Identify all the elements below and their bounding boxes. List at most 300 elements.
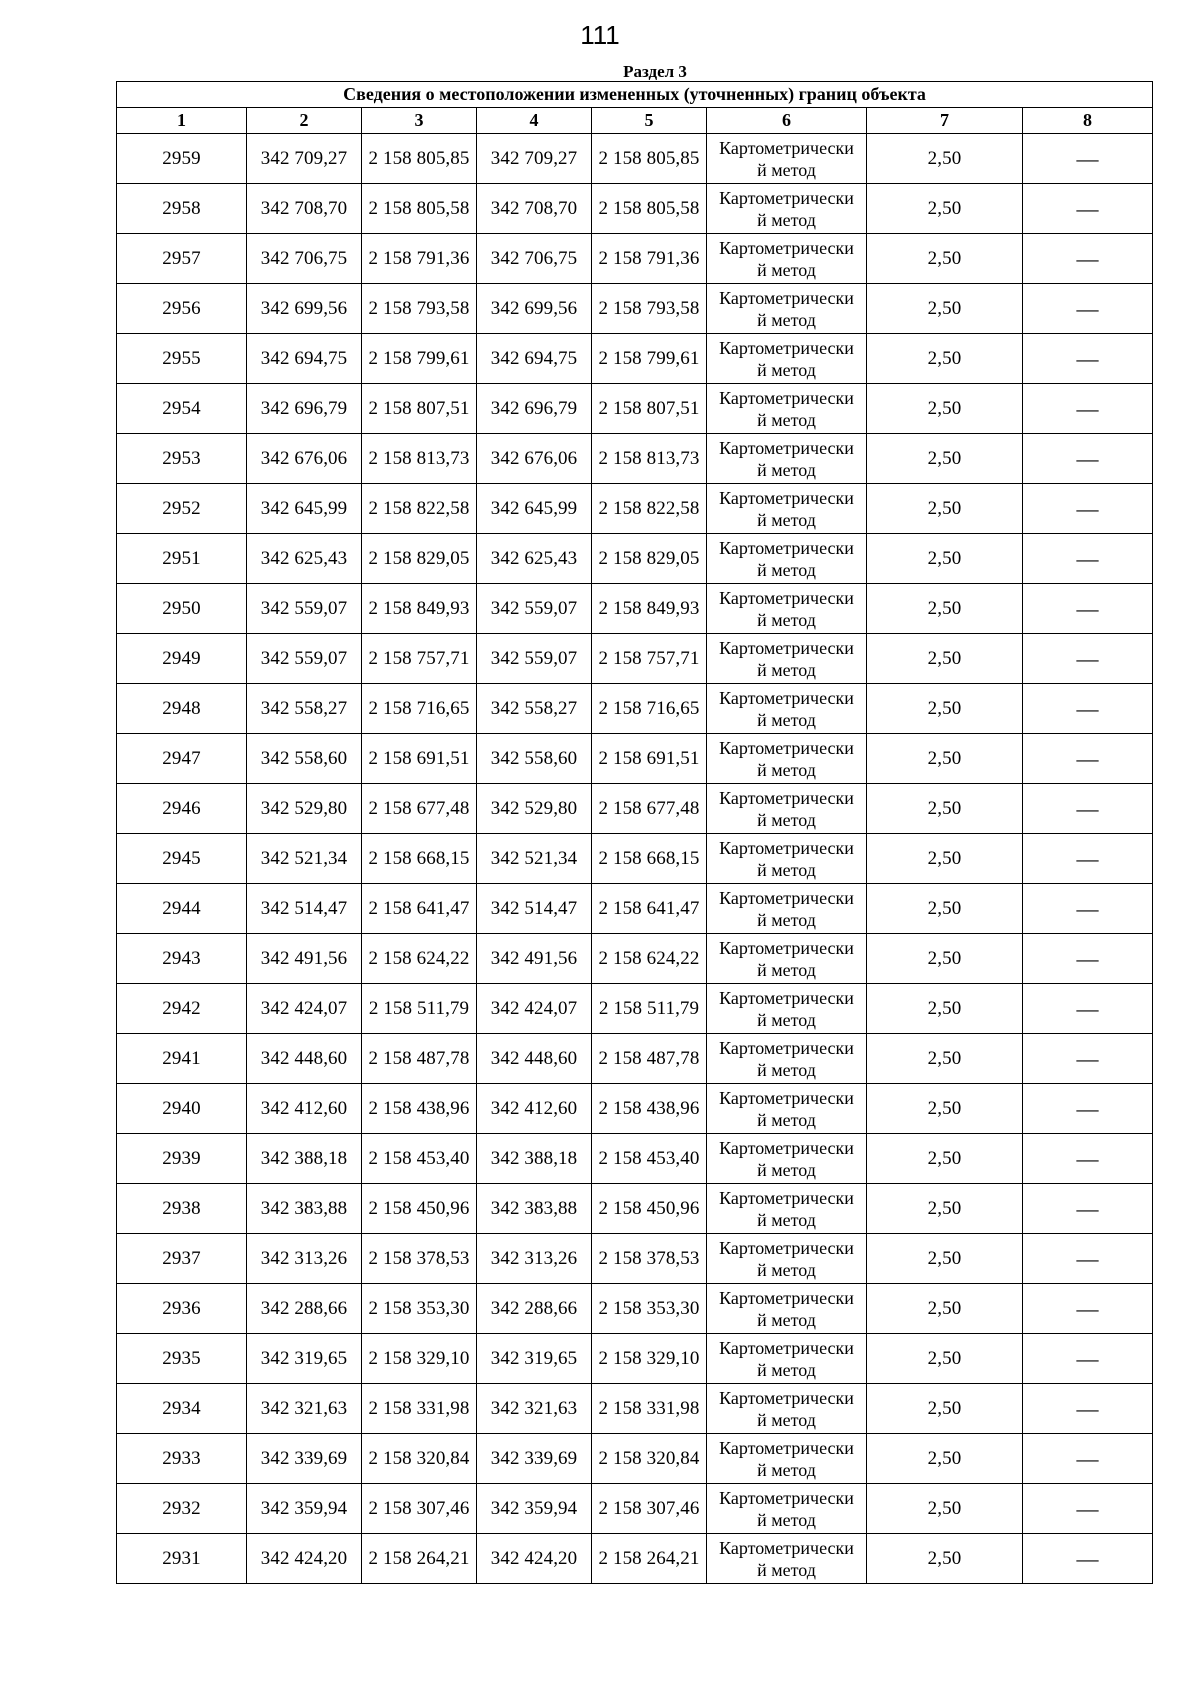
accuracy-cell: 2,50 xyxy=(867,834,1023,884)
accuracy-cell: 2,50 xyxy=(867,1284,1023,1334)
method-cell xyxy=(707,234,867,284)
new-x-coordinate-cell: 342 383,88 xyxy=(477,1184,592,1234)
method-line: Картометрически xyxy=(719,1037,854,1058)
table-row xyxy=(117,384,1153,434)
method-line: й метод xyxy=(757,609,816,630)
table-row xyxy=(117,1484,1153,1534)
accuracy-cell: 2,50 xyxy=(867,584,1023,634)
table-row xyxy=(117,184,1153,234)
table-row xyxy=(117,1034,1153,1084)
method-line: Картометрически xyxy=(719,837,854,858)
x-coordinate-cell: 342 448,60 xyxy=(247,1034,362,1084)
point-number-cell: 2948 xyxy=(117,684,247,734)
new-y-coordinate-cell: 2 158 668,15 xyxy=(592,834,707,884)
y-coordinate-cell: 2 158 807,51 xyxy=(362,384,477,434)
new-y-coordinate-cell: 2 158 793,58 xyxy=(592,284,707,334)
table-row xyxy=(117,884,1153,934)
method-line: й метод xyxy=(757,1559,816,1580)
x-coordinate-cell: 342 514,47 xyxy=(247,884,362,934)
x-coordinate-cell: 342 412,60 xyxy=(247,1084,362,1134)
y-coordinate-cell: 2 158 438,96 xyxy=(362,1084,477,1134)
method-cell xyxy=(707,1284,867,1334)
new-y-coordinate-cell: 2 158 807,51 xyxy=(592,384,707,434)
x-coordinate-cell: 342 559,07 xyxy=(247,584,362,634)
accuracy-cell: 2,50 xyxy=(867,1184,1023,1234)
point-number-cell: 2933 xyxy=(117,1434,247,1484)
description-cell: — xyxy=(1023,284,1153,334)
x-coordinate-cell: 342 696,79 xyxy=(247,384,362,434)
point-number-cell: 2938 xyxy=(117,1184,247,1234)
new-x-coordinate-cell: 342 359,94 xyxy=(477,1484,592,1534)
method-cell xyxy=(707,1334,867,1384)
new-x-coordinate-cell: 342 696,79 xyxy=(477,384,592,434)
new-y-coordinate-cell: 2 158 805,85 xyxy=(592,134,707,184)
new-y-coordinate-cell: 2 158 716,65 xyxy=(592,684,707,734)
description-cell: — xyxy=(1023,784,1153,834)
method-line: Картометрически xyxy=(719,637,854,658)
new-y-coordinate-cell: 2 158 757,71 xyxy=(592,634,707,684)
x-coordinate-cell: 342 383,88 xyxy=(247,1184,362,1234)
new-y-coordinate-cell: 2 158 511,79 xyxy=(592,984,707,1034)
x-coordinate-cell: 342 321,63 xyxy=(247,1384,362,1434)
accuracy-cell: 2,50 xyxy=(867,1134,1023,1184)
point-number-cell: 2937 xyxy=(117,1234,247,1284)
new-x-coordinate-cell: 342 514,47 xyxy=(477,884,592,934)
description-cell: — xyxy=(1023,1484,1153,1534)
new-x-coordinate-cell: 342 625,43 xyxy=(477,534,592,584)
accuracy-cell: 2,50 xyxy=(867,1334,1023,1384)
description-cell: — xyxy=(1023,984,1153,1034)
x-coordinate-cell: 342 424,20 xyxy=(247,1534,362,1584)
accuracy-cell: 2,50 xyxy=(867,884,1023,934)
description-cell: — xyxy=(1023,484,1153,534)
point-number-cell: 2952 xyxy=(117,484,247,534)
method-cell xyxy=(707,484,867,534)
column-header-6: 6 xyxy=(707,108,867,134)
method-line: й метод xyxy=(757,409,816,430)
description-cell: — xyxy=(1023,434,1153,484)
new-y-coordinate-cell: 2 158 677,48 xyxy=(592,784,707,834)
description-cell: — xyxy=(1023,734,1153,784)
method-cell xyxy=(707,334,867,384)
new-x-coordinate-cell: 342 424,07 xyxy=(477,984,592,1034)
x-coordinate-cell: 342 558,60 xyxy=(247,734,362,784)
accuracy-cell: 2,50 xyxy=(867,784,1023,834)
method-cell xyxy=(707,1134,867,1184)
method-line: Картометрически xyxy=(719,537,854,558)
new-y-coordinate-cell: 2 158 450,96 xyxy=(592,1184,707,1234)
point-number-cell: 2944 xyxy=(117,884,247,934)
new-y-coordinate-cell: 2 158 353,30 xyxy=(592,1284,707,1334)
point-number-cell: 2936 xyxy=(117,1284,247,1334)
method-line: й метод xyxy=(757,1209,816,1230)
method-line: Картометрически xyxy=(719,737,854,758)
description-cell: — xyxy=(1023,1184,1153,1234)
section-title: Раздел 3 xyxy=(623,62,687,81)
accuracy-cell: 2,50 xyxy=(867,1234,1023,1284)
y-coordinate-cell: 2 158 829,05 xyxy=(362,534,477,584)
new-x-coordinate-cell: 342 339,69 xyxy=(477,1434,592,1484)
method-line: Картометрически xyxy=(719,387,854,408)
y-coordinate-cell: 2 158 791,36 xyxy=(362,234,477,284)
method-line: Картометрически xyxy=(719,587,854,608)
y-coordinate-cell: 2 158 329,10 xyxy=(362,1334,477,1384)
method-line: Картометрически xyxy=(719,1437,854,1458)
method-line: Картометрически xyxy=(719,987,854,1008)
method-cell xyxy=(707,134,867,184)
x-coordinate-cell: 342 288,66 xyxy=(247,1284,362,1334)
description-cell: — xyxy=(1023,1534,1153,1584)
y-coordinate-cell: 2 158 307,46 xyxy=(362,1484,477,1534)
x-coordinate-cell: 342 558,27 xyxy=(247,684,362,734)
x-coordinate-cell: 342 319,65 xyxy=(247,1334,362,1384)
x-coordinate-cell: 342 709,27 xyxy=(247,134,362,184)
method-cell xyxy=(707,384,867,434)
new-x-coordinate-cell: 342 709,27 xyxy=(477,134,592,184)
method-cell xyxy=(707,684,867,734)
x-coordinate-cell: 342 699,56 xyxy=(247,284,362,334)
new-x-coordinate-cell: 342 448,60 xyxy=(477,1034,592,1084)
y-coordinate-cell: 2 158 511,79 xyxy=(362,984,477,1034)
point-number-cell: 2956 xyxy=(117,284,247,334)
method-line: й метод xyxy=(757,459,816,480)
y-coordinate-cell: 2 158 487,78 xyxy=(362,1034,477,1084)
point-number-cell: 2939 xyxy=(117,1134,247,1184)
new-y-coordinate-cell: 2 158 624,22 xyxy=(592,934,707,984)
description-cell: — xyxy=(1023,184,1153,234)
method-line: Картометрически xyxy=(719,187,854,208)
method-line: Картометрически xyxy=(719,1337,854,1358)
table-row xyxy=(117,834,1153,884)
column-header-8: 8 xyxy=(1023,108,1153,134)
description-cell: — xyxy=(1023,1234,1153,1284)
x-coordinate-cell: 342 388,18 xyxy=(247,1134,362,1184)
point-number-cell: 2946 xyxy=(117,784,247,834)
x-coordinate-cell: 342 339,69 xyxy=(247,1434,362,1484)
new-y-coordinate-cell: 2 158 320,84 xyxy=(592,1434,707,1484)
method-cell xyxy=(707,834,867,884)
new-x-coordinate-cell: 342 558,60 xyxy=(477,734,592,784)
method-cell xyxy=(707,434,867,484)
method-line: Картометрически xyxy=(719,937,854,958)
x-coordinate-cell: 342 708,70 xyxy=(247,184,362,234)
new-y-coordinate-cell: 2 158 805,58 xyxy=(592,184,707,234)
new-x-coordinate-cell: 342 529,80 xyxy=(477,784,592,834)
method-cell xyxy=(707,884,867,934)
point-number-cell: 2932 xyxy=(117,1484,247,1534)
accuracy-cell: 2,50 xyxy=(867,534,1023,584)
y-coordinate-cell: 2 158 450,96 xyxy=(362,1184,477,1234)
y-coordinate-cell: 2 158 805,85 xyxy=(362,134,477,184)
description-cell: — xyxy=(1023,1384,1153,1434)
accuracy-cell: 2,50 xyxy=(867,284,1023,334)
accuracy-cell: 2,50 xyxy=(867,234,1023,284)
point-number-cell: 2934 xyxy=(117,1384,247,1434)
accuracy-cell: 2,50 xyxy=(867,1084,1023,1134)
column-header-4: 4 xyxy=(477,108,592,134)
y-coordinate-cell: 2 158 849,93 xyxy=(362,584,477,634)
method-line: Картометрически xyxy=(719,137,854,158)
description-cell: — xyxy=(1023,684,1153,734)
column-header-2: 2 xyxy=(247,108,362,134)
table-row xyxy=(117,734,1153,784)
method-line: й метод xyxy=(757,859,816,880)
method-line: й метод xyxy=(757,1409,816,1430)
x-coordinate-cell: 342 491,56 xyxy=(247,934,362,984)
accuracy-cell: 2,50 xyxy=(867,1434,1023,1484)
method-line: й метод xyxy=(757,1359,816,1380)
accuracy-cell: 2,50 xyxy=(867,1384,1023,1434)
method-line: й метод xyxy=(757,1509,816,1530)
boundary-coordinates-table xyxy=(116,81,1153,1584)
y-coordinate-cell: 2 158 453,40 xyxy=(362,1134,477,1184)
method-line: Картометрически xyxy=(719,1537,854,1558)
x-coordinate-cell: 342 645,99 xyxy=(247,484,362,534)
method-line: Картометрически xyxy=(719,487,854,508)
method-line: й метод xyxy=(757,159,816,180)
table-row xyxy=(117,634,1153,684)
new-x-coordinate-cell: 342 491,56 xyxy=(477,934,592,984)
method-line: й метод xyxy=(757,359,816,380)
new-x-coordinate-cell: 342 694,75 xyxy=(477,334,592,384)
accuracy-cell: 2,50 xyxy=(867,934,1023,984)
x-coordinate-cell: 342 313,26 xyxy=(247,1234,362,1284)
point-number-cell: 2959 xyxy=(117,134,247,184)
method-cell xyxy=(707,984,867,1034)
accuracy-cell: 2,50 xyxy=(867,684,1023,734)
new-x-coordinate-cell: 342 521,34 xyxy=(477,834,592,884)
new-y-coordinate-cell: 2 158 799,61 xyxy=(592,334,707,384)
x-coordinate-cell: 342 694,75 xyxy=(247,334,362,384)
point-number-cell: 2931 xyxy=(117,1534,247,1584)
x-coordinate-cell: 342 424,07 xyxy=(247,984,362,1034)
new-x-coordinate-cell: 342 645,99 xyxy=(477,484,592,534)
y-coordinate-cell: 2 158 813,73 xyxy=(362,434,477,484)
method-line: й метод xyxy=(757,959,816,980)
point-number-cell: 2935 xyxy=(117,1334,247,1384)
point-number-cell: 2945 xyxy=(117,834,247,884)
description-cell: — xyxy=(1023,884,1153,934)
accuracy-cell: 2,50 xyxy=(867,384,1023,434)
table-row xyxy=(117,534,1153,584)
new-y-coordinate-cell: 2 158 791,36 xyxy=(592,234,707,284)
accuracy-cell: 2,50 xyxy=(867,734,1023,784)
new-x-coordinate-cell: 342 559,07 xyxy=(477,634,592,684)
column-header-1: 1 xyxy=(117,108,247,134)
table-row xyxy=(117,584,1153,634)
method-line: Картометрически xyxy=(719,1137,854,1158)
table-row xyxy=(117,984,1153,1034)
description-cell: — xyxy=(1023,584,1153,634)
new-x-coordinate-cell: 342 288,66 xyxy=(477,1284,592,1334)
method-cell xyxy=(707,1434,867,1484)
y-coordinate-cell: 2 158 641,47 xyxy=(362,884,477,934)
new-y-coordinate-cell: 2 158 691,51 xyxy=(592,734,707,784)
point-number-cell: 2949 xyxy=(117,634,247,684)
method-line: й метод xyxy=(757,259,816,280)
table-row xyxy=(117,684,1153,734)
table-row xyxy=(117,334,1153,384)
description-cell: — xyxy=(1023,1434,1153,1484)
method-line: й метод xyxy=(757,1459,816,1480)
new-x-coordinate-cell: 342 708,70 xyxy=(477,184,592,234)
table-row xyxy=(117,434,1153,484)
point-number-cell: 2954 xyxy=(117,384,247,434)
method-cell xyxy=(707,784,867,834)
page-number: 111 xyxy=(580,20,620,50)
column-header-7: 7 xyxy=(867,108,1023,134)
method-line: Картометрически xyxy=(719,887,854,908)
description-cell: — xyxy=(1023,1084,1153,1134)
method-line: Картометрически xyxy=(719,1087,854,1108)
table-row xyxy=(117,484,1153,534)
method-cell xyxy=(707,584,867,634)
description-cell: — xyxy=(1023,1334,1153,1384)
y-coordinate-cell: 2 158 668,15 xyxy=(362,834,477,884)
method-line: й метод xyxy=(757,709,816,730)
new-y-coordinate-cell: 2 158 813,73 xyxy=(592,434,707,484)
method-cell xyxy=(707,1384,867,1434)
table-row xyxy=(117,1534,1153,1584)
new-y-coordinate-cell: 2 158 331,98 xyxy=(592,1384,707,1434)
description-cell: — xyxy=(1023,1284,1153,1334)
method-line: й метод xyxy=(757,559,816,580)
y-coordinate-cell: 2 158 378,53 xyxy=(362,1234,477,1284)
method-line: Картометрически xyxy=(719,1487,854,1508)
method-cell xyxy=(707,1484,867,1534)
table-row xyxy=(117,1434,1153,1484)
new-x-coordinate-cell: 342 319,65 xyxy=(477,1334,592,1384)
method-line: й метод xyxy=(757,509,816,530)
point-number-cell: 2955 xyxy=(117,334,247,384)
method-cell xyxy=(707,734,867,784)
new-x-coordinate-cell: 342 699,56 xyxy=(477,284,592,334)
method-cell xyxy=(707,1084,867,1134)
column-header-5: 5 xyxy=(592,108,707,134)
accuracy-cell: 2,50 xyxy=(867,1034,1023,1084)
table-row xyxy=(117,134,1153,184)
method-line: й метод xyxy=(757,659,816,680)
method-line: й метод xyxy=(757,1159,816,1180)
method-line: й метод xyxy=(757,809,816,830)
method-line: Картометрически xyxy=(719,1287,854,1308)
description-cell: — xyxy=(1023,534,1153,584)
new-y-coordinate-cell: 2 158 487,78 xyxy=(592,1034,707,1084)
method-line: Картометрически xyxy=(719,687,854,708)
point-number-cell: 2943 xyxy=(117,934,247,984)
new-x-coordinate-cell: 342 559,07 xyxy=(477,584,592,634)
accuracy-cell: 2,50 xyxy=(867,1484,1023,1534)
x-coordinate-cell: 342 521,34 xyxy=(247,834,362,884)
new-x-coordinate-cell: 342 313,26 xyxy=(477,1234,592,1284)
method-cell xyxy=(707,284,867,334)
description-cell: — xyxy=(1023,834,1153,884)
method-line: й метод xyxy=(757,1309,816,1330)
table-row xyxy=(117,1084,1153,1134)
new-y-coordinate-cell: 2 158 438,96 xyxy=(592,1084,707,1134)
x-coordinate-cell: 342 625,43 xyxy=(247,534,362,584)
method-line: Картометрически xyxy=(719,437,854,458)
point-number-cell: 2940 xyxy=(117,1084,247,1134)
method-cell xyxy=(707,534,867,584)
table-row xyxy=(117,234,1153,284)
point-number-cell: 2953 xyxy=(117,434,247,484)
y-coordinate-cell: 2 158 624,22 xyxy=(362,934,477,984)
table-row xyxy=(117,784,1153,834)
accuracy-cell: 2,50 xyxy=(867,434,1023,484)
accuracy-cell: 2,50 xyxy=(867,134,1023,184)
y-coordinate-cell: 2 158 822,58 xyxy=(362,484,477,534)
point-number-cell: 2951 xyxy=(117,534,247,584)
new-x-coordinate-cell: 342 321,63 xyxy=(477,1384,592,1434)
y-coordinate-cell: 2 158 757,71 xyxy=(362,634,477,684)
y-coordinate-cell: 2 158 331,98 xyxy=(362,1384,477,1434)
new-y-coordinate-cell: 2 158 829,05 xyxy=(592,534,707,584)
x-coordinate-cell: 342 706,75 xyxy=(247,234,362,284)
method-cell xyxy=(707,1184,867,1234)
method-line: й метод xyxy=(757,909,816,930)
column-header-3: 3 xyxy=(362,108,477,134)
y-coordinate-cell: 2 158 320,84 xyxy=(362,1434,477,1484)
accuracy-cell: 2,50 xyxy=(867,484,1023,534)
y-coordinate-cell: 2 158 691,51 xyxy=(362,734,477,784)
method-line: Картометрически xyxy=(719,1387,854,1408)
table-body xyxy=(117,134,1153,1584)
x-coordinate-cell: 342 529,80 xyxy=(247,784,362,834)
table-row xyxy=(117,1384,1153,1434)
table-row xyxy=(117,1134,1153,1184)
new-x-coordinate-cell: 342 706,75 xyxy=(477,234,592,284)
description-cell: — xyxy=(1023,234,1153,284)
new-y-coordinate-cell: 2 158 264,21 xyxy=(592,1534,707,1584)
method-cell xyxy=(707,634,867,684)
table-row xyxy=(117,1284,1153,1334)
method-cell xyxy=(707,184,867,234)
accuracy-cell: 2,50 xyxy=(867,334,1023,384)
method-line: й метод xyxy=(757,1109,816,1130)
new-x-coordinate-cell: 342 558,27 xyxy=(477,684,592,734)
method-line: й метод xyxy=(757,1259,816,1280)
method-line: й метод xyxy=(757,1009,816,1030)
description-cell: — xyxy=(1023,634,1153,684)
table-row xyxy=(117,1234,1153,1284)
description-cell: — xyxy=(1023,384,1153,434)
method-line: й метод xyxy=(757,1059,816,1080)
description-cell: — xyxy=(1023,934,1153,984)
method-cell xyxy=(707,1034,867,1084)
accuracy-cell: 2,50 xyxy=(867,984,1023,1034)
new-x-coordinate-cell: 342 676,06 xyxy=(477,434,592,484)
point-number-cell: 2947 xyxy=(117,734,247,784)
y-coordinate-cell: 2 158 716,65 xyxy=(362,684,477,734)
new-y-coordinate-cell: 2 158 378,53 xyxy=(592,1234,707,1284)
method-line: Картометрически xyxy=(719,237,854,258)
y-coordinate-cell: 2 158 793,58 xyxy=(362,284,477,334)
point-number-cell: 2958 xyxy=(117,184,247,234)
method-cell xyxy=(707,1234,867,1284)
method-line: й метод xyxy=(757,309,816,330)
description-cell: — xyxy=(1023,134,1153,184)
accuracy-cell: 2,50 xyxy=(867,634,1023,684)
x-coordinate-cell: 342 676,06 xyxy=(247,434,362,484)
method-line: Картометрически xyxy=(719,1187,854,1208)
x-coordinate-cell: 342 559,07 xyxy=(247,634,362,684)
method-cell xyxy=(707,934,867,984)
new-y-coordinate-cell: 2 158 822,58 xyxy=(592,484,707,534)
description-cell: — xyxy=(1023,1134,1153,1184)
x-coordinate-cell: 342 359,94 xyxy=(247,1484,362,1534)
method-line: Картометрически xyxy=(719,787,854,808)
